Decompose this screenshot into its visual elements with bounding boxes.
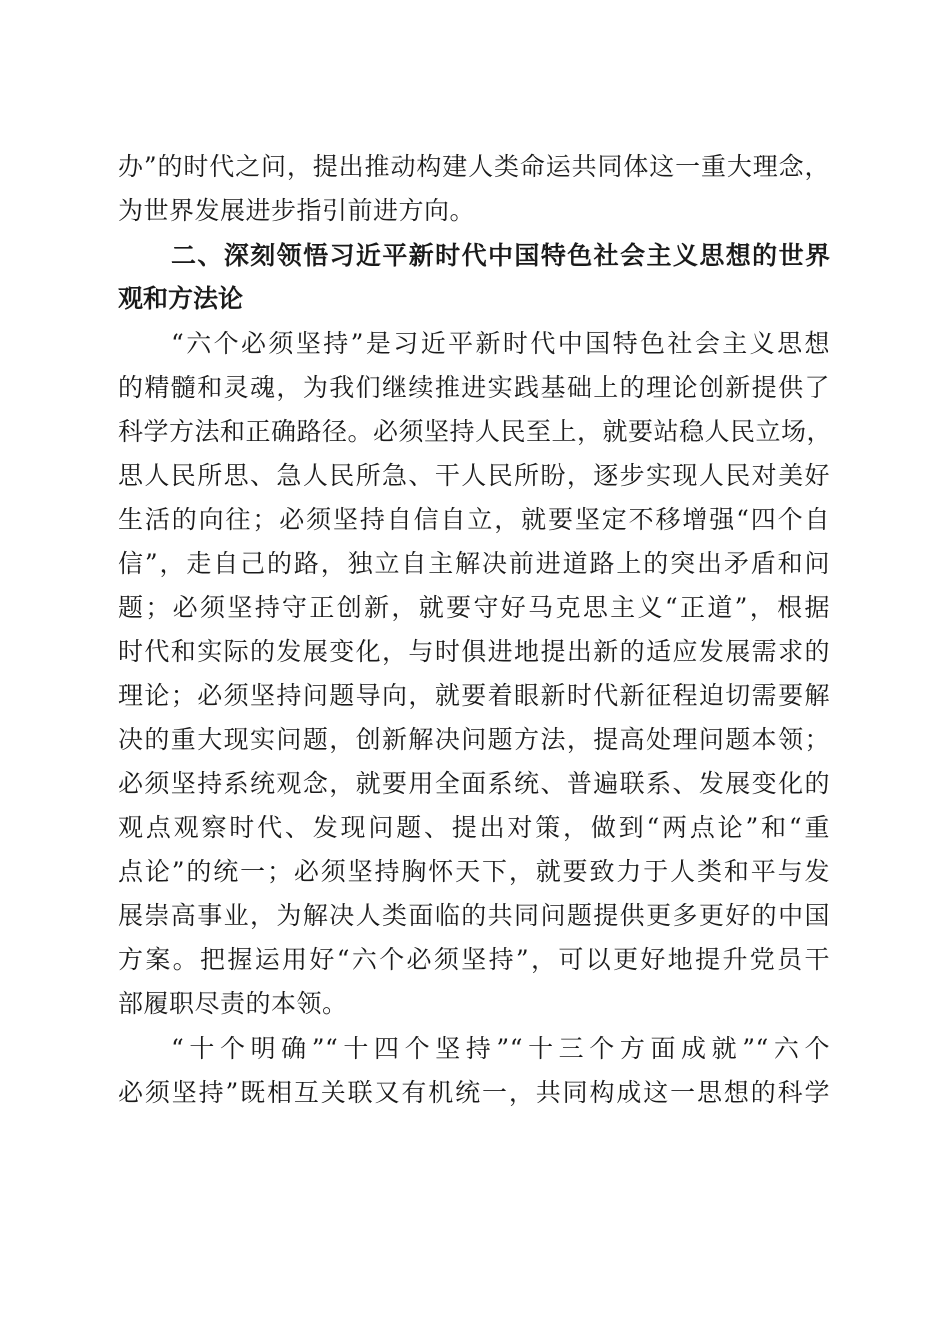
- body-text-line: 理论；必须坚持问题导向，就要着眼新时代新征程迫切需要解: [118, 681, 830, 710]
- body-text-line: 办”的时代之问，提出推动构建人类命运共同体这一重大理念，: [118, 152, 830, 181]
- body-text-line: 方案。把握运用好“六个必须坚持”，可以更好地提升党员干: [118, 945, 830, 974]
- body-text-line: 为世界发展进步指引前进方向。: [118, 196, 476, 225]
- body-text-line: 观点观察时代、发现问题、提出对策，做到“两点论”和“重: [118, 813, 830, 842]
- body-text-line: 题；必须坚持守正创新，就要守好马克思主义“正道”，根据: [118, 593, 830, 622]
- body-text-line: 展崇高事业，为解决人类面临的共同问题提供更多更好的中国: [118, 901, 830, 930]
- body-text-line: 科学方法和正确路径。必须坚持人民至上，就要站稳人民立场，: [118, 417, 833, 446]
- paragraph-first-line: “十个明确”“十四个坚持”“十三个方面成就”“六个: [171, 1034, 830, 1063]
- body-text-line: 思人民所思、急人民所急、干人民所盼，逐步实现人民对美好: [118, 461, 830, 490]
- body-text-line: 生活的向往；必须坚持自信自立，就要坚定不移增强“四个自: [118, 505, 830, 534]
- section-heading-continuation: 观和方法论: [118, 284, 244, 313]
- body-text-line: 部履职尽责的本领。: [118, 989, 348, 1018]
- body-text-line: 信”，走自己的路，独立自主解决前进道路上的突出矛盾和问: [118, 549, 830, 578]
- body-text-line: 必须坚持”既相互关联又有机统一，共同构成这一思想的科学: [118, 1078, 830, 1107]
- body-text-line: 决的重大现实问题，创新解决问题方法，提高处理问题本领；: [118, 725, 830, 754]
- section-heading: 二、深刻领悟习近平新时代中国特色社会主义思想的世界: [171, 241, 830, 270]
- paragraph-first-line: “六个必须坚持”是习近平新时代中国特色社会主义思想: [171, 329, 830, 358]
- body-text-line: 时代和实际的发展变化，与时俱进地提出新的适应发展需求的: [118, 637, 830, 666]
- body-text-line: 点论”的统一；必须坚持胸怀天下，就要致力于人类和平与发: [118, 857, 830, 886]
- body-text-line: 必须坚持系统观念，就要用全面系统、普遍联系、发展变化的: [118, 769, 830, 798]
- body-text-line: 的精髓和灵魂，为我们继续推进实践基础上的理论创新提供了: [118, 373, 830, 402]
